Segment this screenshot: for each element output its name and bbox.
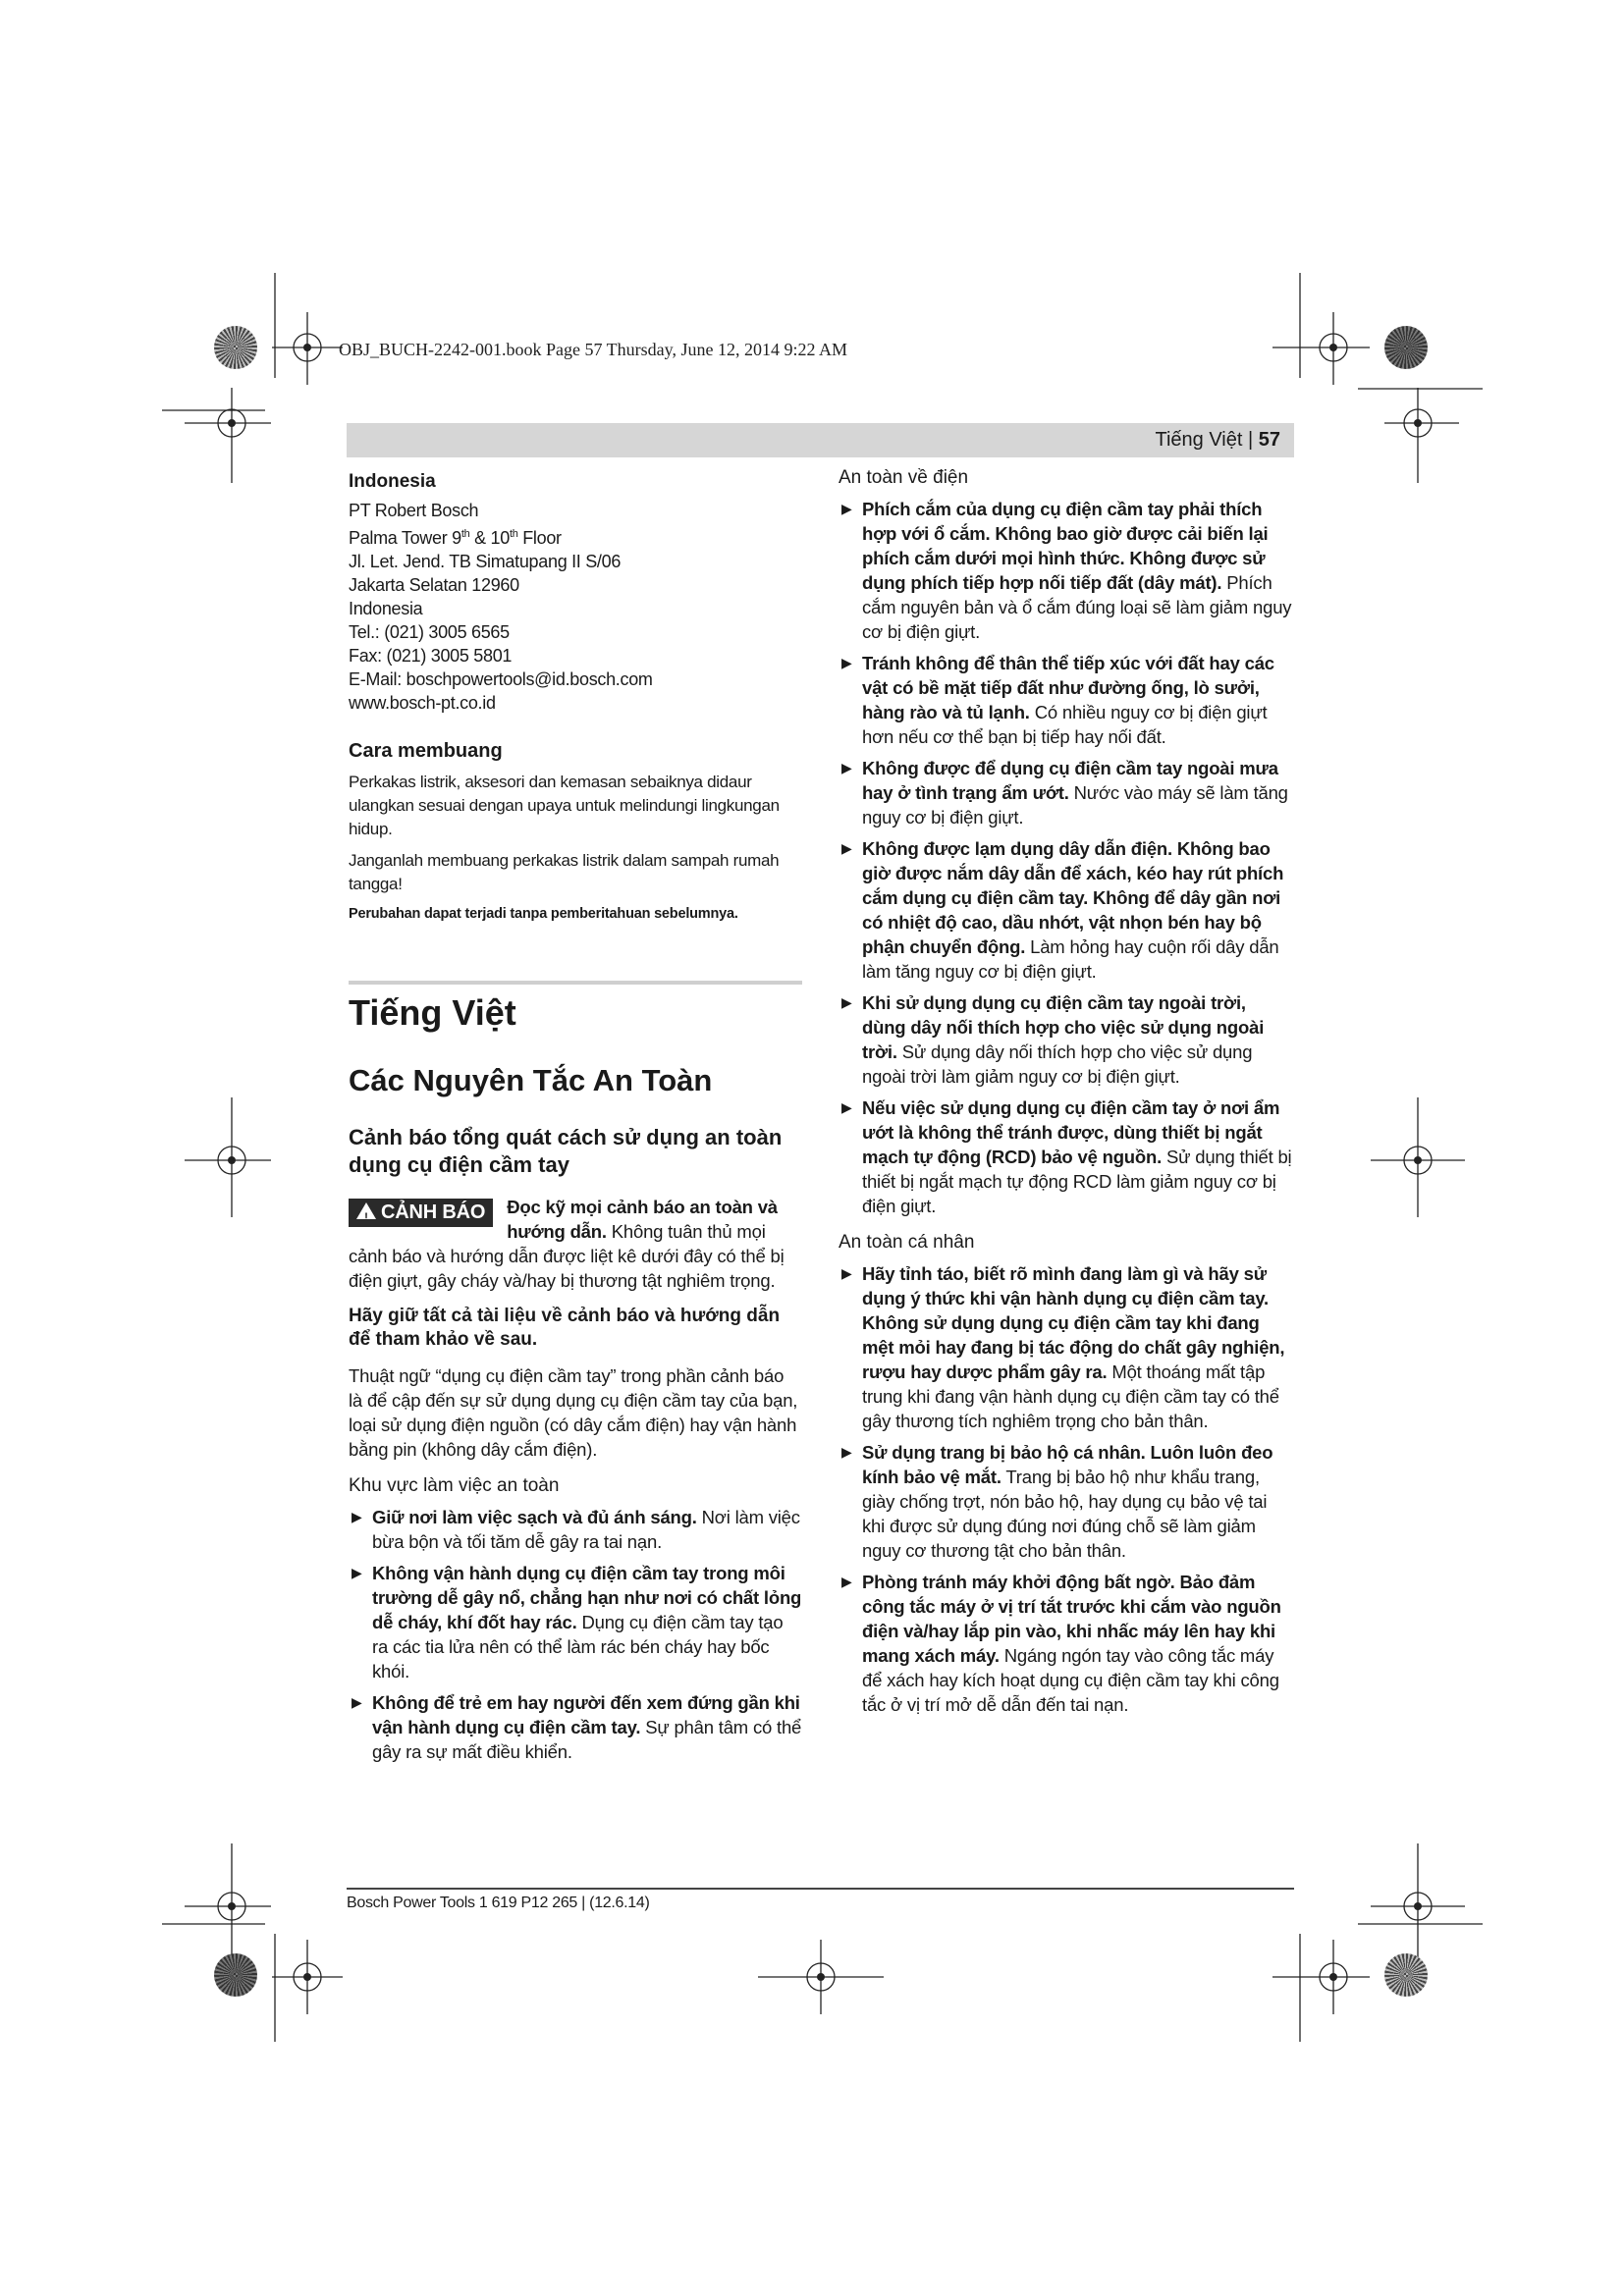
bullet-triangle-icon: ▶ — [352, 1509, 362, 1524]
address-web: www.bosch-pt.co.id — [349, 693, 496, 713]
safety-rules-title: Các Nguyên Tắc An Toàn — [349, 1063, 713, 1097]
list-item — [349, 1505, 802, 1554]
warning-triangle-icon: ! — [356, 1202, 376, 1219]
disposal-paragraph-2: Janganlah membuang perkakas listrik dalam sampah rumah tangga! — [349, 851, 780, 893]
warning-badge — [349, 1199, 493, 1227]
list-item-text: Dụng cụ điện cầm tay tạo ra các tia lửa nên có thể làm rác bén cháy hay bốc khói. — [372, 1612, 784, 1682]
left-column — [349, 471, 802, 1771]
bullet-triangle-icon: ▶ — [841, 1444, 852, 1460]
running-header — [347, 423, 1294, 457]
address-country: Indonesia — [349, 599, 423, 618]
file-info-slug: OBJ_BUCH-2242-001.book Page 57 Thursday, June 12, 2014 9:22 AM — [339, 340, 847, 359]
header-separator: | — [1242, 429, 1259, 451]
language-title: Tiếng Việt — [349, 992, 516, 1033]
bullet-triangle-icon: ▶ — [841, 1099, 852, 1115]
list-item-text: Trang bị bảo hộ như khẩu trang, giày chống trợt, nón bảo hộ, hay dụng cụ bảo vệ tai khi được sử dụng đúng nơi đúng chỗ sẽ làm giảm nguy cơ thương tật cho bản thân. — [862, 1467, 1268, 1561]
list-item-bold: Không vận hành dụng cụ điện cầm tay trong môi trường dễ gây nổ, chẳng hạn như nơi có chất lỏng dễ cháy, khí đốt hay rác. — [372, 1563, 802, 1632]
list-item — [839, 1570, 1292, 1717]
color-registration-disc-top-right — [1384, 326, 1428, 369]
color-registration-disc-top-left — [214, 326, 257, 369]
list-item-text: Phích cắm nguyên bản và ổ cắm đúng loại sẽ làm giảm nguy cơ bị điện giựt. — [862, 572, 1292, 642]
list-item-text: Sự phân tâm có thể gây ra sự mất điều khiển. — [372, 1717, 802, 1762]
personal-safety-title: An toàn cá nhân — [839, 1232, 975, 1253]
list-item — [839, 1095, 1292, 1218]
term-definition-paragraph: Thuật ngữ “dụng cụ điện cầm tay” trong phần cảnh báo là để cập đến sự sử dụng dụng cụ điện cầm tay của bạn, loại sử dụng điện nguồn (có dây cắm điện) hay vận hành bằng pin (không dây cắm điện). — [349, 1365, 798, 1460]
personal-safety-list — [839, 1261, 1292, 1717]
footer-text: Bosch Power Tools 1 619 P12 265 | (12.6.14) — [347, 1895, 650, 1911]
address-country-title: Indonesia — [349, 471, 436, 492]
list-item-text: Nước vào máy sẽ làm tăng nguy cơ bị điện giựt. — [862, 782, 1288, 828]
right-column — [839, 467, 1292, 1724]
list-item-bold: Không được lạm dụng dây dẫn điện. Không bao giờ được nắm dây dẫn để xách, kéo hay rút phích cắm dụng cụ điện cầm tay. Không để dây gần nơi có nhiệt độ cao, dầu nhớt, vật nhọn bén hay bộ phận chuyển động. — [862, 838, 1284, 957]
address-company: PT Robert Bosch — [349, 501, 479, 520]
work-area-title: Khu vực làm việc an toàn — [349, 1475, 560, 1496]
disposal-title: Cara membuang — [349, 740, 503, 762]
list-item — [349, 1561, 802, 1683]
list-item-bold: Hãy tỉnh táo, biết rõ mình đang làm gì và hãy sử dụng ý thức khi vận hành dụng cụ điện cầm tay. Không sử dụng dụng cụ điện cầm tay khi đang mệt mỏi hay đang bị tác động do chất gây nghiện, rượu hay dược phẩm gây ra. — [862, 1263, 1285, 1382]
list-item-text: Sử dụng dây nối thích hợp cho việc sử dụng ngoài trời làm giảm nguy cơ bị điện giựt. — [862, 1041, 1253, 1087]
work-area-list — [349, 1505, 802, 1764]
change-notice: Perubahan dapat terjadi tanpa pemberitahuan sebelumnya. — [349, 906, 738, 922]
bullet-triangle-icon: ▶ — [352, 1694, 362, 1710]
list-item — [839, 1440, 1292, 1563]
address-street: Jl. Let. Jend. TB Simatupang II S/06 — [349, 552, 622, 571]
list-item — [839, 1261, 1292, 1433]
warning-badge-label: CẢNH BÁO — [381, 1201, 486, 1223]
list-item — [839, 990, 1292, 1089]
bullet-triangle-icon: ▶ — [841, 760, 852, 775]
list-item — [349, 1690, 802, 1764]
bullet-triangle-icon: ▶ — [841, 840, 852, 856]
general-warnings-title: Cảnh báo tổng quát cách sử dụng an toàn dụng cụ điện cầm tay — [349, 1125, 783, 1177]
page-number: 57 — [1258, 429, 1280, 451]
list-item — [839, 836, 1292, 984]
bullet-triangle-icon: ▶ — [841, 655, 852, 670]
list-item-bold: Sử dụng trang bị bảo hộ cá nhân. Luôn luôn đeo kính bảo vệ mắt. — [862, 1442, 1273, 1487]
list-item — [839, 497, 1292, 644]
list-item-bold: Khi sử dụng dụng cụ điện cầm tay ngoài trời, dùng dây nối thích hợp cho việc sử dụng ngoài trời. — [862, 992, 1265, 1062]
address-city: Jakarta Selatan 12960 — [349, 575, 519, 595]
warning-block — [349, 1195, 802, 1293]
list-item-bold: Phòng tránh máy khởi động bất ngờ. Bảo đảm công tắc máy ở vị trí tắt trước khi cắm vào nguồn điện và/hay lắp pin vào, khi nhấc máy lên hay khi mang xách máy. — [862, 1572, 1281, 1666]
warning-text: Không tuân thủ mọi cảnh báo và hướng dẫn được liệt kê dưới đây có thể bị điện giựt, gây cháy và/hay bị thương tật nghiêm trọng. — [349, 1221, 785, 1291]
running-header-text — [1155, 429, 1280, 452]
electrical-safety-title: An toàn về điện — [839, 467, 969, 488]
bullet-triangle-icon: ▶ — [841, 1574, 852, 1589]
bullet-triangle-icon: ▶ — [352, 1565, 362, 1580]
list-item-text: Có nhiều nguy cơ bị điện giựt hơn nếu cơ thể bạn bị tiếp hay nối đất. — [862, 702, 1268, 747]
keep-documents-note: Hãy giữ tất cả tài liệu về cảnh báo và hướng dẫn để tham khảo về sau. — [349, 1306, 781, 1350]
list-item-text: Ngáng ngón tay vào công tắc máy để xách hay kích hoạt dụng cụ điện cầm tay khi công tắc ở vị trí mở dễ dẫn đến tai nạn. — [862, 1645, 1279, 1715]
list-item-text: Làm hỏng hay cuộn rối dây dẫn làm tăng nguy cơ bị điện giựt. — [862, 936, 1279, 982]
warning-bold-text: Đọc kỹ mọi cảnh báo an toàn và hướng dẫn. — [507, 1197, 778, 1242]
address-tel: Tel.: (021) 3005 6565 — [349, 622, 510, 642]
list-item-text: Nơi làm việc bừa bộn và tối tăm dễ gây ra tai nạn. — [372, 1507, 800, 1552]
bullet-triangle-icon: ▶ — [841, 994, 852, 1010]
address-tower: Palma Tower 9th & 10th Floor — [349, 528, 562, 548]
list-item-bold: Nếu việc sử dụng dụng cụ điện cầm tay ở nơi ẩm ướt là không thể tránh được, dùng thiết bị ngắt mạch tự động (RCD) bảo vệ nguồn. — [862, 1097, 1280, 1167]
list-item-bold: Giữ nơi làm việc sạch và đủ ánh sáng. — [372, 1507, 697, 1527]
disposal-paragraph-1: Perkakas listrik, aksesori dan kemasan sebaiknya didaur ulangkan sesuai dengan upaya untuk melindungi lingkungan hidup. — [349, 773, 780, 838]
list-item-text: Sử dụng thiết bị thiết bị ngắt mạch tự động RCD làm giảm nguy cơ bị điện giựt. — [862, 1147, 1292, 1216]
header-section: Tiếng Việt — [1155, 429, 1243, 451]
list-item-text: Một thoáng mất tập trung khi đang vận hành dụng cụ điện cầm tay có thể gây thương tích nghiêm trọng cho bản thân. — [862, 1362, 1279, 1431]
address-block — [349, 471, 802, 922]
color-registration-disc-bottom-left — [214, 1953, 257, 1997]
address-fax: Fax: (021) 3005 5801 — [349, 646, 513, 666]
bullet-triangle-icon: ▶ — [841, 1265, 852, 1281]
list-item-bold: Không để trẻ em hay người đến xem đứng gần khi vận hành dụng cụ điện cầm tay. — [372, 1692, 800, 1737]
section-divider — [349, 981, 802, 985]
list-item-bold: Tránh không để thân thể tiếp xúc với đất hay các vật có bề mặt tiếp đất như đường ống, lò sưởi, hàng rào và tủ lạnh. — [862, 653, 1274, 722]
bullet-triangle-icon: ▶ — [841, 501, 852, 516]
color-registration-disc-bottom-right — [1384, 1953, 1428, 1997]
list-item — [839, 651, 1292, 749]
list-item-bold: Phích cắm của dụng cụ điện cầm tay phải thích hợp với ổ cắm. Không bao giờ được cải biến lại phích cắm dưới mọi hình thức. Không được sử dụng phích tiếp hợp nối tiếp đất (dây mát). — [862, 499, 1269, 593]
list-item — [839, 756, 1292, 829]
address-email: E-Mail: boschpowertools@id.bosch.com — [349, 669, 653, 689]
list-item-bold: Không được để dụng cụ điện cầm tay ngoài mưa hay ở tình trạng ẩm ướt. — [862, 758, 1278, 803]
footer-divider — [347, 1888, 1294, 1890]
electrical-safety-list — [839, 497, 1292, 1218]
